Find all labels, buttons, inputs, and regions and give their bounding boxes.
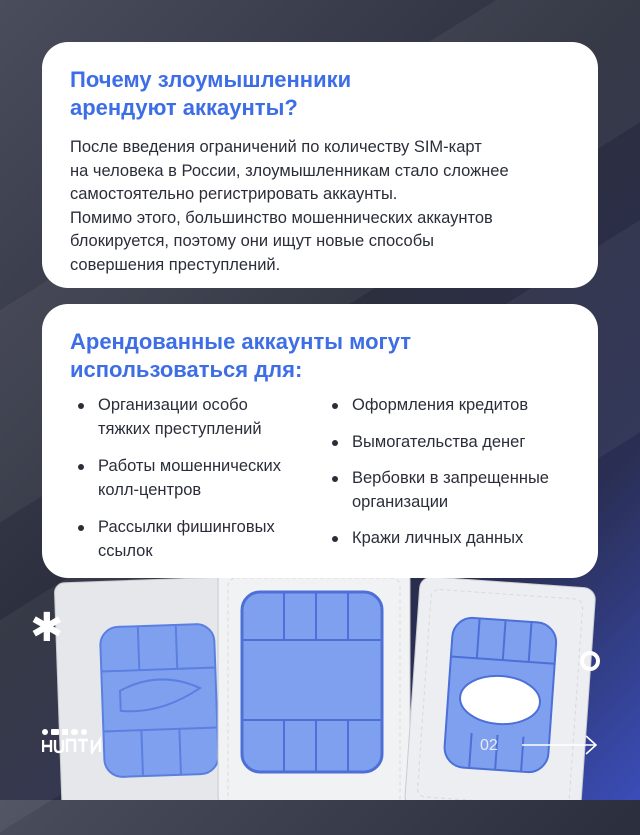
- sim-card-left: [54, 577, 232, 800]
- why-rent-accounts-card: [42, 42, 598, 288]
- list-item: Организации особо тяжких преступлений: [74, 394, 314, 441]
- list-item: Вымогательства денег: [328, 431, 588, 455]
- page-number: 02: [480, 737, 498, 754]
- ring-icon: [580, 651, 600, 671]
- uses-list-left: [74, 394, 314, 577]
- sim-card-right: [404, 576, 596, 800]
- list-item: Кражи личных данных: [328, 527, 588, 551]
- card2-title: Арендованные аккаунты могут использоваться для:: [70, 329, 411, 382]
- uses-list-right: [328, 394, 588, 564]
- asterisk-icon: ✱: [30, 605, 64, 651]
- list-item: Оформления кредитов: [328, 394, 588, 418]
- list-item: Вербовки в запрещенные организации: [328, 467, 588, 514]
- card1-body: После введения ограничений по количеству SIM-карт на человека в России, злоумышленникам стало сложнее самостоятельно регистрировать аккаунты. Помимо этого, большинство мошеннических аккаунтов блокируется, поэтому они ищут новые способы совершения преступлений.: [70, 138, 509, 274]
- nupti-logo: [42, 728, 112, 754]
- arrow-right-icon[interactable]: [520, 734, 600, 756]
- list-item: Рассылки фишинговых ссылок: [74, 516, 314, 563]
- card1-title: Почему злоумышленники арендуют аккаунты?: [70, 67, 352, 120]
- rented-accounts-uses-card: [42, 304, 598, 578]
- sim-card-center: [218, 568, 410, 800]
- sim-cards-illustration: [0, 560, 640, 800]
- list-item: Работы мошеннических колл-центров: [74, 455, 314, 502]
